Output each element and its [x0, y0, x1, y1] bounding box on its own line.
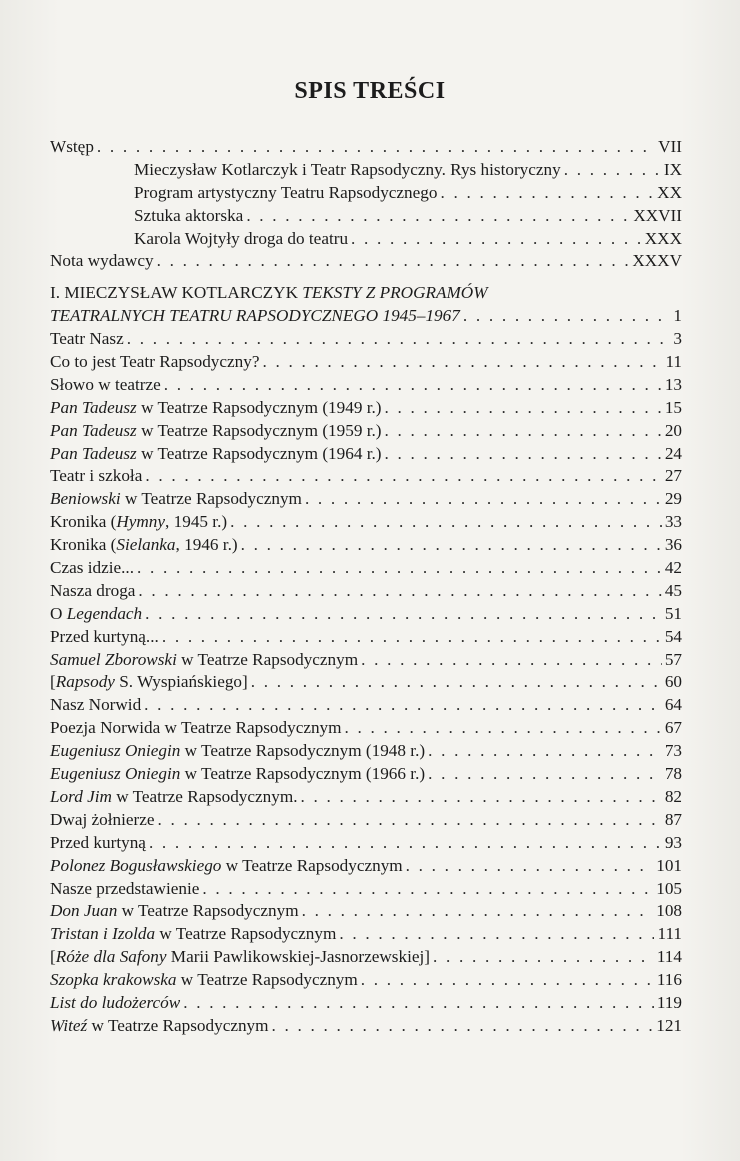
- toc-entry: [50, 878, 682, 901]
- toc-page-number: 111: [657, 924, 682, 944]
- dot-leader: [145, 465, 661, 488]
- toc-entry: [50, 351, 682, 374]
- toc-entry: [50, 580, 682, 603]
- toc-entry-title: [50, 511, 227, 534]
- toc-page-number: XXVII: [633, 205, 682, 225]
- title-part: w Teatrze Rapsodycznym (1959 r.): [136, 420, 382, 440]
- title-part: Karola Wojtyły droga do teatru: [134, 228, 349, 248]
- toc-page-number: 119: [656, 992, 682, 1012]
- title-part: Program artystyczny Teatru Rapsodycznego: [134, 182, 438, 202]
- toc-entry: [50, 969, 682, 992]
- italic-title-part: Tristan i Izolda: [50, 924, 156, 944]
- title-part: w Teatrze Rapsodycznym (1949 r.): [136, 397, 382, 417]
- toc-entry: [50, 282, 682, 305]
- italic-title-part: Witeź: [50, 1015, 88, 1035]
- toc-entry-title: [50, 809, 155, 832]
- toc-page-number: 67: [664, 718, 682, 738]
- toc-entry: [50, 557, 682, 580]
- dot-leader: [440, 182, 654, 205]
- dot-leader: [351, 228, 642, 251]
- toc-entry: [50, 374, 682, 397]
- toc-entry-title: [134, 228, 348, 251]
- dot-leader: [138, 580, 661, 603]
- toc-page-number: XX: [657, 182, 682, 202]
- toc-entry-title: [50, 443, 382, 466]
- toc-page-number: 1: [673, 306, 682, 326]
- toc-entry: [50, 420, 682, 443]
- toc-page-number: XXXV: [632, 251, 682, 271]
- toc-entry: [50, 488, 682, 511]
- title-part: Co to jest Teatr Rapsodyczny?: [50, 352, 260, 372]
- dot-leader: [145, 603, 662, 626]
- title-part: Przed kurtyną: [50, 832, 146, 852]
- toc-page-number: 108: [656, 901, 682, 921]
- toc-page-number: IX: [663, 159, 682, 179]
- title-part: w Teatrze Rapsodycznym: [155, 924, 337, 944]
- title-part: w Teatrze Rapsodycznym.: [111, 786, 298, 806]
- toc-entry-title: [134, 182, 437, 205]
- toc-page-number: 60: [664, 672, 682, 692]
- toc-entry-title: [50, 282, 488, 305]
- toc-entry-title: [50, 626, 159, 649]
- title-part: Sztuka aktorska: [134, 205, 244, 225]
- dot-leader: [305, 488, 662, 511]
- toc-entry-title: [50, 250, 154, 273]
- italic-title-part: Polonez Bogusławskiego: [50, 855, 222, 875]
- toc-entry: [50, 992, 682, 1015]
- toc-page-number: 57: [664, 649, 682, 669]
- dot-leader: [428, 740, 662, 763]
- toc-entry: [50, 717, 682, 740]
- title-part: Kronika (: [50, 535, 117, 555]
- italic-title-part: Legendach: [66, 603, 143, 623]
- title-part: w Teatrze Rapsodycznym: [120, 489, 302, 509]
- title-part: Poezja Norwida w Teatrze Rapsodycznym: [50, 718, 342, 738]
- toc-entry: [50, 205, 682, 228]
- toc-page-number: 82: [664, 786, 682, 806]
- toc-page-number: VII: [658, 137, 682, 156]
- italic-title-part: List do ludożerców: [50, 992, 181, 1012]
- toc-entry-title: [134, 159, 561, 182]
- toc-entry: [50, 946, 682, 969]
- toc-entry-title: [50, 649, 358, 672]
- italic-title-part: Don Juan: [50, 901, 118, 921]
- title-part: Marii Pawlikowskiej-Jasnorzewskiej]: [166, 947, 430, 967]
- dot-leader: [433, 946, 654, 969]
- italic-title-part: Sielanka: [116, 535, 176, 555]
- toc-entry-title: [50, 992, 180, 1015]
- title-part: w Teatrze Rapsodycznym: [221, 855, 403, 875]
- table-of-contents: [50, 136, 682, 1038]
- dot-leader: [302, 900, 654, 923]
- toc-entry: [50, 626, 682, 649]
- toc-entry-title: [134, 205, 243, 228]
- toc-page-number: 45: [664, 580, 682, 600]
- title-part: , 1945 r.): [165, 512, 228, 532]
- toc-entry-title: [50, 420, 382, 443]
- title-part: w Teatrze Rapsodycznym: [87, 1015, 269, 1035]
- title-part: S. Wyspiańskiego]: [114, 672, 248, 692]
- toc-page-number: 116: [656, 970, 682, 990]
- toc-entry-title: [50, 763, 425, 786]
- toc-entry: [50, 136, 682, 159]
- title-part: Wstęp: [50, 137, 94, 156]
- italic-title-part: Hymny: [116, 512, 166, 532]
- toc-entry-title: [50, 328, 124, 351]
- title-part: w Teatrze Rapsodycznym (1966 r.): [180, 764, 426, 784]
- dot-leader: [385, 397, 662, 420]
- italic-title-part: Beniowski: [50, 489, 121, 509]
- toc-entry-title: [50, 900, 299, 923]
- toc-entry: [50, 649, 682, 672]
- dot-leader: [158, 809, 662, 832]
- title-part: Nasz Norwid: [50, 695, 142, 715]
- dot-leader: [157, 250, 630, 273]
- toc-entry: [50, 855, 682, 878]
- toc-page-number: 87: [664, 809, 682, 829]
- toc-entry: [50, 305, 682, 328]
- dot-leader: [301, 786, 662, 809]
- dot-leader: [127, 328, 671, 351]
- title-part: w Teatrze Rapsodycznym: [176, 649, 359, 669]
- italic-title-part: Eugeniusz Oniegin: [50, 741, 181, 761]
- toc-entry: [50, 397, 682, 420]
- toc-page-number: XXX: [644, 228, 682, 248]
- title-part: [: [50, 947, 56, 967]
- dot-leader: [162, 626, 662, 649]
- toc-entry-title: [50, 946, 430, 969]
- toc-page-number: 54: [664, 626, 682, 646]
- italic-title-part: TEKSTY Z PROGRAMÓW: [302, 283, 488, 303]
- dot-leader: [97, 136, 655, 159]
- toc-entry: [50, 511, 682, 534]
- toc-page-number: 105: [656, 878, 682, 898]
- toc-entry: [50, 740, 682, 763]
- toc-page-number: 33: [664, 512, 682, 532]
- dot-leader: [361, 969, 654, 992]
- toc-page-number: 15: [664, 397, 682, 417]
- dot-leader: [428, 763, 662, 786]
- dot-leader: [406, 855, 654, 878]
- dot-leader: [202, 878, 653, 901]
- dot-leader: [262, 351, 662, 374]
- title-part: Nasze przedstawienie: [50, 878, 200, 898]
- toc-entry: [50, 832, 682, 855]
- dot-leader: [361, 649, 662, 672]
- italic-title-part: Róże dla Safony: [55, 947, 167, 967]
- title-part: Przed kurtyną...: [50, 626, 159, 646]
- italic-title-part: TEATRALNYCH TEATRU RAPSODYCZNEGO 1945–1967: [50, 306, 460, 326]
- page-title: SPIS TREŚCI: [294, 78, 446, 104]
- title-part: Mieczysław Kotlarczyk i Teatr Rapsodyczny. Rys historyczny: [134, 159, 561, 179]
- toc-page-number: 101: [656, 855, 682, 875]
- dot-leader: [241, 534, 662, 557]
- dot-leader: [463, 305, 671, 328]
- toc-entry: [50, 1015, 682, 1038]
- toc-entry-title: [50, 1015, 269, 1038]
- title-part: Teatr i szkoła: [50, 466, 143, 486]
- toc-entry-title: [50, 397, 382, 420]
- title-part: w Teatrze Rapsodycznym: [117, 901, 299, 921]
- italic-title-part: Pan Tadeusz: [50, 443, 137, 463]
- title-part: w Teatrze Rapsodycznym (1964 r.): [136, 443, 382, 463]
- title-part: , 1946 r.): [175, 535, 238, 555]
- toc-page-number: 36: [664, 535, 682, 555]
- dot-leader: [246, 205, 630, 228]
- toc-entry: [50, 443, 682, 466]
- toc-entry: [50, 694, 682, 717]
- title-part: Nasza droga: [50, 580, 136, 600]
- italic-title-part: Rapsody: [55, 672, 115, 692]
- toc-page-number: 73: [664, 741, 682, 761]
- toc-entry: [50, 182, 682, 205]
- toc-entry-title: [50, 465, 142, 488]
- toc-entry: [50, 900, 682, 923]
- dot-leader: [385, 443, 662, 466]
- dot-leader: [230, 511, 662, 534]
- toc-entry-title: [50, 136, 94, 159]
- italic-title-part: Pan Tadeusz: [50, 420, 137, 440]
- toc-entry-title: [50, 305, 460, 328]
- toc-entry-title: [50, 786, 298, 809]
- toc-page-number: 24: [664, 443, 682, 463]
- toc-page-number: 114: [656, 947, 682, 967]
- toc-page-number: 51: [664, 603, 682, 623]
- toc-page-number: 64: [664, 695, 682, 715]
- toc-page-number: 11: [665, 352, 682, 372]
- toc-entry: [50, 923, 682, 946]
- italic-title-part: Szopka krakowska: [50, 970, 177, 990]
- dot-leader: [564, 159, 661, 182]
- dot-leader: [272, 1015, 654, 1038]
- title-part: Kronika (: [50, 512, 117, 532]
- dot-leader: [339, 923, 654, 946]
- toc-page-number: 20: [664, 420, 682, 440]
- toc-page-number: 42: [664, 558, 682, 578]
- toc-entry: [50, 763, 682, 786]
- toc-page-number: 3: [673, 329, 682, 349]
- dot-leader: [183, 992, 654, 1015]
- dot-leader: [144, 694, 662, 717]
- dot-leader: [164, 374, 662, 397]
- title-part: Teatr Nasz: [50, 329, 124, 349]
- toc-entry-title: [50, 534, 238, 557]
- dot-leader: [385, 420, 662, 443]
- toc-entry-title: [50, 557, 134, 580]
- dot-leader: [345, 717, 662, 740]
- toc-page-number: 93: [664, 832, 682, 852]
- title-part: I. MIECZYSŁAW KOTLARCZYK: [50, 283, 303, 303]
- toc-page-number: 29: [664, 489, 682, 509]
- toc-page-number: 13: [664, 374, 682, 394]
- toc-entry: [50, 228, 682, 251]
- italic-title-part: Eugeniusz Oniegin: [50, 764, 181, 784]
- italic-title-part: Lord Jim: [50, 786, 112, 806]
- toc-entry: [50, 465, 682, 488]
- toc-entry-title: [50, 351, 259, 374]
- toc-entry-title: [50, 740, 425, 763]
- toc-entry: [50, 534, 682, 557]
- title-part: w Teatrze Rapsodycznym: [176, 970, 358, 990]
- toc-entry-title: [50, 671, 248, 694]
- dot-leader: [149, 832, 662, 855]
- dot-leader: [251, 671, 662, 694]
- toc-entry: [50, 328, 682, 351]
- toc-page-number: 78: [664, 764, 682, 784]
- toc-entry: [50, 809, 682, 832]
- toc-entry: [50, 786, 682, 809]
- title-part: Dwaj żołnierze: [50, 809, 155, 829]
- toc-entry: [50, 250, 682, 273]
- toc-page-number: 121: [656, 1015, 682, 1035]
- toc-entry-title: [50, 488, 302, 511]
- toc-entry-title: [50, 923, 336, 946]
- toc-entry-title: [50, 374, 161, 397]
- title-part: Słowo w teatrze: [50, 374, 161, 394]
- toc-entry-title: [50, 878, 199, 901]
- toc-entry-title: [50, 717, 342, 740]
- toc-entry-title: [50, 969, 358, 992]
- toc-entry-title: [50, 580, 135, 603]
- toc-entry: [50, 159, 682, 182]
- toc-entry: [50, 603, 682, 626]
- title-part: [: [50, 672, 56, 692]
- italic-title-part: Samuel Zborowski: [50, 649, 177, 669]
- toc-page-number: 27: [664, 466, 682, 486]
- title-part: w Teatrze Rapsodycznym (1948 r.): [180, 741, 426, 761]
- dot-leader: [137, 557, 662, 580]
- toc-entry-title: [50, 694, 141, 717]
- italic-title-part: Pan Tadeusz: [50, 397, 137, 417]
- toc-entry-title: [50, 832, 146, 855]
- toc-entry: [50, 671, 682, 694]
- toc-entry-title: [50, 855, 403, 878]
- title-part: Czas idzie...: [50, 558, 134, 578]
- title-part: Nota wydawcy: [50, 251, 154, 271]
- toc-entry-title: [50, 603, 142, 626]
- title-part: O: [50, 603, 67, 623]
